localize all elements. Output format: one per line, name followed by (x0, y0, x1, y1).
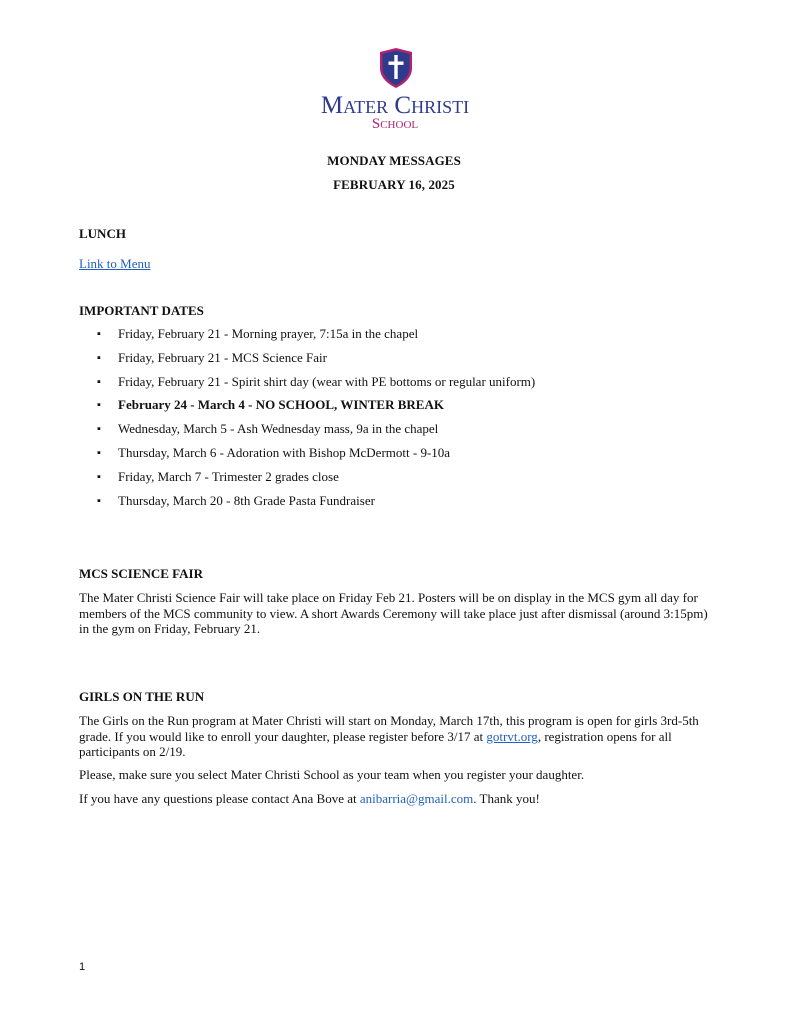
girls-on-the-run-paragraph-2: Please, make sure you select Mater Christi School as your team when you register your daughter. (79, 767, 585, 782)
bullet-icon: ▪ (97, 375, 101, 388)
girls-on-the-run-heading: GIRLS ON THE RUN (79, 689, 205, 704)
logo-line2: School (371, 116, 419, 132)
page-title: MONDAY MESSAGES (327, 153, 461, 168)
bullet-icon: ▪ (97, 423, 101, 436)
bullet-icon: ▪ (97, 470, 101, 483)
bullet-icon: ▪ (97, 399, 101, 412)
important-dates-list (79, 326, 719, 516)
girls-on-the-run-paragraph-3 (79, 791, 719, 807)
list-item (79, 421, 719, 445)
list-item (79, 469, 719, 493)
lunch-heading: LUNCH (79, 226, 126, 241)
girls-on-the-run-paragraph-1 (79, 713, 719, 760)
list-item-text: Wednesday, March 5 - Ash Wednesday mass, 9a in the chapel (118, 421, 439, 437)
list-item-text: Thursday, March 6 - Adoration with Bishop McDermott - 9-10a (118, 444, 451, 460)
list-item (79, 445, 719, 469)
science-fair-heading: MCS SCIENCE FAIR (79, 566, 203, 581)
logo-line1: Mater Christi (320, 92, 470, 119)
paragraph-text: If you have any questions please contact Ana Bove at (79, 791, 360, 806)
list-item (79, 326, 719, 350)
shield-cross-icon (300, 46, 490, 136)
list-item-text: Friday, February 21 - MCS Science Fair (118, 349, 327, 365)
bullet-icon: ▪ (97, 351, 101, 364)
lunch-section (79, 256, 719, 272)
list-item-text: February 24 - March 4 - NO SCHOOL, WINTER BREAK (118, 397, 444, 413)
list-item (79, 350, 719, 374)
school-logo (300, 46, 490, 136)
gotrvt-link[interactable]: gotrvt.org (486, 728, 538, 744)
important-dates-heading: IMPORTANT DATES (79, 303, 204, 318)
list-item (79, 397, 719, 421)
contact-email-link[interactable]: anibarria@gmail.com (359, 791, 474, 806)
list-item-text: Friday, March 7 - Trimester 2 grades close (118, 468, 339, 484)
science-fair-body: The Mater Christi Science Fair will take place on Friday Feb 21. Posters will be on display in the MCS gym all day for members of the MCS community to view. A short Awards Ceremony will take place just after dismissal (around 3:15pm) in the gym on Friday, February 21. (79, 590, 708, 636)
page-number: 1 (79, 961, 86, 973)
list-item (79, 493, 719, 517)
list-item-text: Friday, February 21 - Morning prayer, 7:15a in the chapel (118, 326, 419, 341)
list-item (79, 374, 719, 398)
bullet-icon: ▪ (97, 446, 101, 459)
paragraph-text: . Thank you! (473, 791, 540, 806)
menu-link[interactable]: Link to Menu (79, 256, 151, 271)
bullet-icon: ▪ (97, 328, 101, 340)
page-date: FEBRUARY 16, 2025 (333, 177, 455, 192)
list-item-text: Thursday, March 20 - 8th Grade Pasta Fundraiser (118, 492, 375, 508)
paragraph-text: The Girls on the Run program at Mater Christi will start on Monday, March 17th, this program is open for girls 3rd-5th grade. If you would like to enroll your daughter, please register before 3/17 at (79, 713, 699, 744)
paragraph-text: , registration opens for all participants on 2/19. (79, 728, 672, 759)
bullet-icon: ▪ (97, 494, 101, 507)
list-item-text: Friday, February 21 - Spirit shirt day (wear with PE bottoms or regular uniform) (118, 373, 536, 389)
